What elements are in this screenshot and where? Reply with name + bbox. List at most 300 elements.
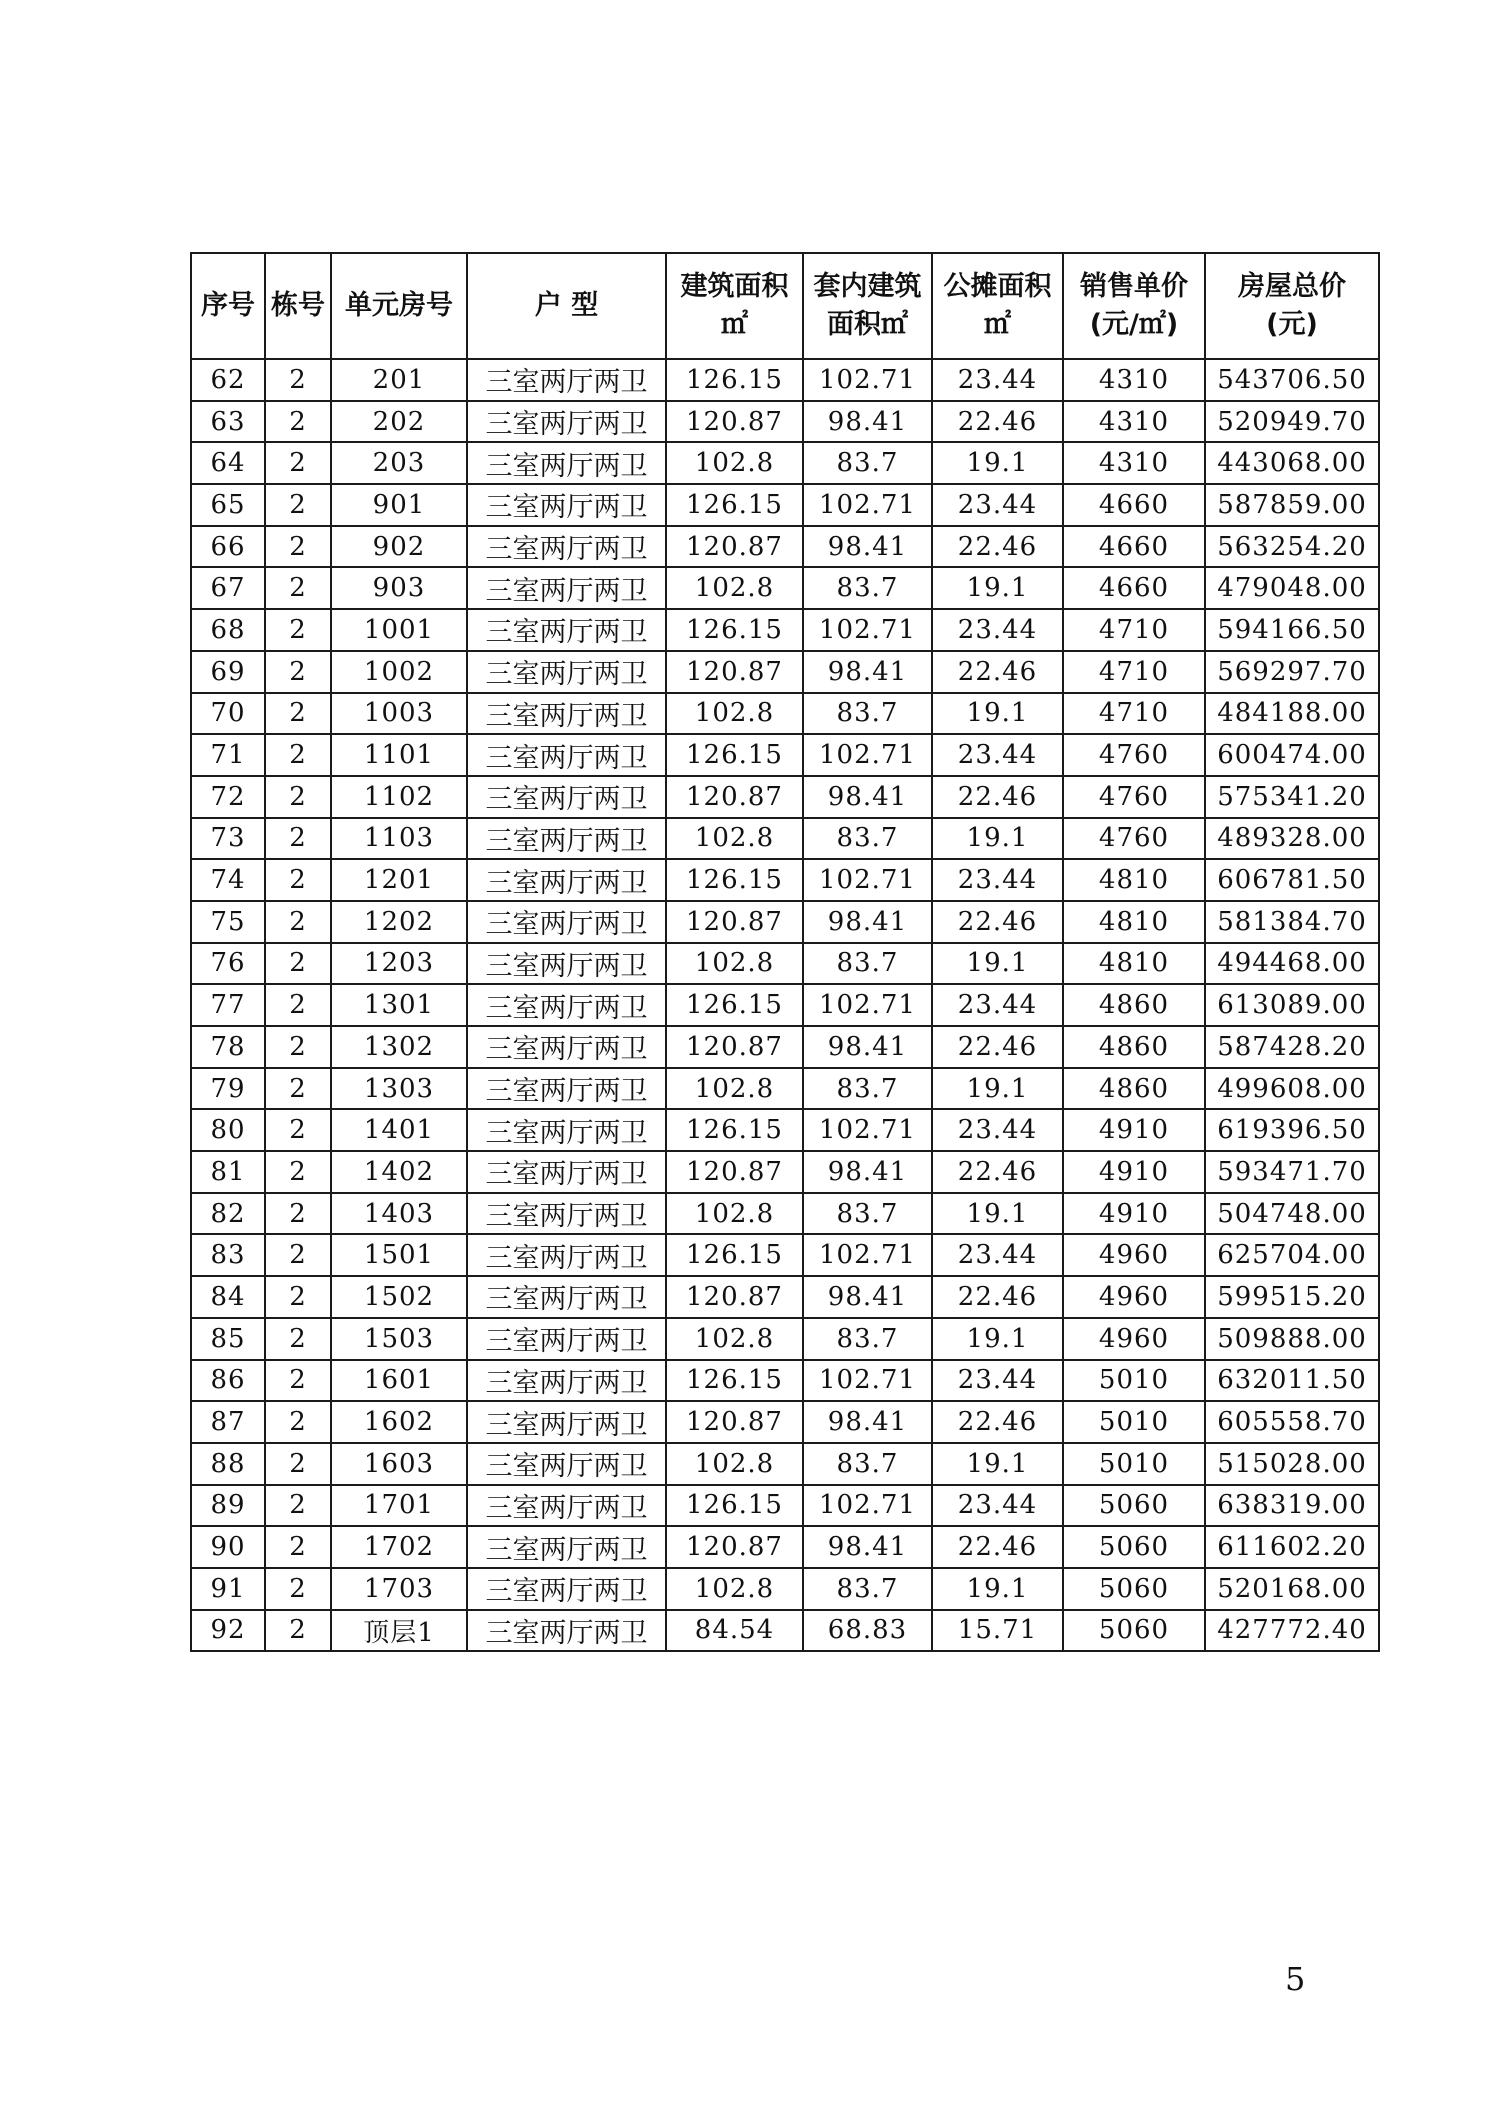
cell-unit-price: 4760 — [1063, 818, 1205, 860]
header-line1: 建筑面积 — [680, 271, 789, 302]
cell-gross-area: 120.87 — [666, 1276, 803, 1318]
cell-gross-area: 102.8 — [666, 1568, 803, 1610]
cell-unit-room: 1703 — [331, 1568, 467, 1610]
cell-shared-area: 19.1 — [932, 1443, 1063, 1485]
cell-total-price: 504748.00 — [1205, 1193, 1379, 1235]
cell-total-price: 484188.00 — [1205, 693, 1379, 735]
cell-unit-room: 1501 — [331, 1234, 467, 1276]
cell-total-price: 499608.00 — [1205, 1068, 1379, 1110]
cell-unit-room: 1102 — [331, 776, 467, 818]
cell-gross-area: 102.8 — [666, 943, 803, 985]
header-line1: 单元房号 — [345, 290, 453, 321]
header-line2: ㎡ — [721, 309, 748, 340]
cell-total-price: 619396.50 — [1205, 1109, 1379, 1151]
cell-gross-area: 120.87 — [666, 1401, 803, 1443]
header-gross-area — [666, 253, 803, 359]
cell-net-area: 83.7 — [803, 1193, 932, 1235]
cell-building: 2 — [265, 776, 331, 818]
cell-shared-area: 23.44 — [932, 1485, 1063, 1527]
cell-gross-area: 120.87 — [666, 901, 803, 943]
cell-net-area: 98.41 — [803, 1401, 932, 1443]
cell-gross-area: 126.15 — [666, 734, 803, 776]
cell-seq: 79 — [191, 1068, 265, 1110]
cell-gross-area: 126.15 — [666, 359, 803, 401]
cell-gross-area: 102.8 — [666, 693, 803, 735]
cell-shared-area: 22.46 — [932, 1401, 1063, 1443]
cell-layout: 三室两厅两卫 — [467, 1193, 666, 1235]
table-row — [191, 1276, 1379, 1318]
cell-building: 2 — [265, 484, 331, 526]
cell-net-area: 98.41 — [803, 1276, 932, 1318]
cell-unit-room: 1101 — [331, 734, 467, 776]
cell-gross-area: 102.8 — [666, 1193, 803, 1235]
cell-unit-room: 1203 — [331, 943, 467, 985]
cell-layout: 三室两厅两卫 — [467, 984, 666, 1026]
cell-unit-room: 1403 — [331, 1193, 467, 1235]
header-unit-price — [1063, 253, 1205, 359]
header-building — [265, 253, 331, 359]
cell-layout: 三室两厅两卫 — [467, 609, 666, 651]
cell-shared-area: 19.1 — [932, 442, 1063, 484]
cell-unit-room: 1201 — [331, 859, 467, 901]
cell-net-area: 102.71 — [803, 1109, 932, 1151]
cell-seq: 81 — [191, 1151, 265, 1193]
cell-gross-area: 102.8 — [666, 1443, 803, 1485]
cell-unit-price: 5060 — [1063, 1568, 1205, 1610]
cell-seq: 90 — [191, 1526, 265, 1568]
table-row — [191, 1360, 1379, 1402]
cell-shared-area: 22.46 — [932, 776, 1063, 818]
cell-layout: 三室两厅两卫 — [467, 818, 666, 860]
cell-shared-area: 22.46 — [932, 901, 1063, 943]
cell-building: 2 — [265, 1318, 331, 1360]
cell-unit-price: 5060 — [1063, 1526, 1205, 1568]
cell-net-area: 102.71 — [803, 609, 932, 651]
table-header — [191, 253, 1379, 359]
cell-building: 2 — [265, 1234, 331, 1276]
cell-building: 2 — [265, 1151, 331, 1193]
cell-seq: 67 — [191, 567, 265, 609]
cell-shared-area: 23.44 — [932, 734, 1063, 776]
cell-unit-room: 1001 — [331, 609, 467, 651]
table-row — [191, 1193, 1379, 1235]
cell-layout: 三室两厅两卫 — [467, 693, 666, 735]
cell-seq: 73 — [191, 818, 265, 860]
cell-net-area: 102.71 — [803, 984, 932, 1026]
cell-shared-area: 23.44 — [932, 984, 1063, 1026]
cell-total-price: 494468.00 — [1205, 943, 1379, 985]
cell-total-price: 600474.00 — [1205, 734, 1379, 776]
cell-seq: 75 — [191, 901, 265, 943]
cell-total-price: 606781.50 — [1205, 859, 1379, 901]
table-row — [191, 359, 1379, 401]
cell-gross-area: 126.15 — [666, 1234, 803, 1276]
cell-seq: 76 — [191, 943, 265, 985]
cell-layout: 三室两厅两卫 — [467, 1485, 666, 1527]
cell-unit-price: 4960 — [1063, 1276, 1205, 1318]
header-total-price — [1205, 253, 1379, 359]
cell-building: 2 — [265, 818, 331, 860]
cell-unit-price: 4860 — [1063, 1068, 1205, 1110]
table-row — [191, 901, 1379, 943]
header-line1: 套内建筑 — [813, 271, 922, 302]
cell-gross-area: 126.15 — [666, 859, 803, 901]
cell-gross-area: 120.87 — [666, 401, 803, 443]
cell-shared-area: 23.44 — [932, 484, 1063, 526]
table-row — [191, 651, 1379, 693]
cell-layout: 三室两厅两卫 — [467, 1318, 666, 1360]
header-line1: 房屋总价 — [1238, 271, 1346, 302]
table-row — [191, 526, 1379, 568]
cell-net-area: 98.41 — [803, 526, 932, 568]
cell-unit-price: 4310 — [1063, 359, 1205, 401]
cell-net-area: 83.7 — [803, 943, 932, 985]
cell-building: 2 — [265, 1526, 331, 1568]
cell-net-area: 102.71 — [803, 859, 932, 901]
table-row — [191, 1234, 1379, 1276]
cell-layout: 三室两厅两卫 — [467, 901, 666, 943]
header-line1: 序号 — [201, 290, 255, 321]
cell-shared-area: 22.46 — [932, 1026, 1063, 1068]
header-line2: (元/㎡) — [1089, 309, 1179, 340]
cell-building: 2 — [265, 1401, 331, 1443]
cell-layout: 三室两厅两卫 — [467, 1068, 666, 1110]
cell-total-price: 632011.50 — [1205, 1360, 1379, 1402]
cell-unit-room: 202 — [331, 401, 467, 443]
cell-gross-area: 126.15 — [666, 1485, 803, 1527]
cell-building: 2 — [265, 442, 331, 484]
table-body — [191, 359, 1379, 1651]
cell-unit-room: 顶层1 — [331, 1610, 467, 1652]
cell-unit-price: 5010 — [1063, 1360, 1205, 1402]
cell-unit-room: 1003 — [331, 693, 467, 735]
cell-shared-area: 19.1 — [932, 1568, 1063, 1610]
table-row — [191, 1068, 1379, 1110]
cell-building: 2 — [265, 651, 331, 693]
cell-gross-area: 126.15 — [666, 484, 803, 526]
cell-seq: 68 — [191, 609, 265, 651]
cell-building: 2 — [265, 734, 331, 776]
cell-unit-price: 5060 — [1063, 1610, 1205, 1652]
cell-unit-price: 4660 — [1063, 484, 1205, 526]
cell-unit-room: 203 — [331, 442, 467, 484]
cell-net-area: 83.7 — [803, 693, 932, 735]
cell-net-area: 102.71 — [803, 359, 932, 401]
cell-shared-area: 19.1 — [932, 693, 1063, 735]
cell-building: 2 — [265, 401, 331, 443]
cell-net-area: 102.71 — [803, 734, 932, 776]
header-line1: 户 型 — [534, 290, 599, 321]
cell-building: 2 — [265, 1193, 331, 1235]
cell-unit-price: 5060 — [1063, 1485, 1205, 1527]
cell-unit-price: 4710 — [1063, 693, 1205, 735]
cell-unit-price: 5010 — [1063, 1443, 1205, 1485]
cell-layout: 三室两厅两卫 — [467, 943, 666, 985]
cell-seq: 85 — [191, 1318, 265, 1360]
cell-total-price: 479048.00 — [1205, 567, 1379, 609]
cell-unit-room: 1701 — [331, 1485, 467, 1527]
table-row — [191, 1526, 1379, 1568]
cell-unit-room: 1702 — [331, 1526, 467, 1568]
cell-unit-room: 1603 — [331, 1443, 467, 1485]
table-row — [191, 734, 1379, 776]
cell-gross-area: 102.8 — [666, 1318, 803, 1360]
header-net-area — [803, 253, 932, 359]
cell-shared-area: 22.46 — [932, 1526, 1063, 1568]
cell-seq: 80 — [191, 1109, 265, 1151]
cell-net-area: 98.41 — [803, 776, 932, 818]
cell-net-area: 83.7 — [803, 1443, 932, 1485]
cell-shared-area: 19.1 — [932, 1193, 1063, 1235]
page-number: 5 — [1285, 1960, 1306, 1998]
cell-shared-area: 19.1 — [932, 567, 1063, 609]
cell-unit-room: 1302 — [331, 1026, 467, 1068]
cell-seq: 88 — [191, 1443, 265, 1485]
cell-shared-area: 23.44 — [932, 609, 1063, 651]
cell-shared-area: 19.1 — [932, 1318, 1063, 1360]
cell-building: 2 — [265, 693, 331, 735]
cell-seq: 69 — [191, 651, 265, 693]
cell-building: 2 — [265, 901, 331, 943]
cell-unit-room: 1002 — [331, 651, 467, 693]
table-row — [191, 401, 1379, 443]
cell-unit-room: 1402 — [331, 1151, 467, 1193]
table-row — [191, 693, 1379, 735]
cell-seq: 87 — [191, 1401, 265, 1443]
cell-layout: 三室两厅两卫 — [467, 567, 666, 609]
cell-total-price: 625704.00 — [1205, 1234, 1379, 1276]
cell-net-area: 83.7 — [803, 1068, 932, 1110]
table-row — [191, 567, 1379, 609]
cell-seq: 65 — [191, 484, 265, 526]
cell-net-area: 98.41 — [803, 651, 932, 693]
cell-gross-area: 102.8 — [666, 567, 803, 609]
cell-seq: 86 — [191, 1360, 265, 1402]
cell-unit-price: 4960 — [1063, 1318, 1205, 1360]
cell-shared-area: 19.1 — [932, 1068, 1063, 1110]
cell-net-area: 68.83 — [803, 1610, 932, 1652]
cell-seq: 74 — [191, 859, 265, 901]
cell-layout: 三室两厅两卫 — [467, 734, 666, 776]
cell-shared-area: 23.44 — [932, 1360, 1063, 1402]
header-line1: 销售单价 — [1080, 271, 1188, 302]
table-row — [191, 776, 1379, 818]
cell-net-area: 98.41 — [803, 1526, 932, 1568]
header-line1: 公摊面积 — [943, 271, 1052, 302]
cell-net-area: 98.41 — [803, 401, 932, 443]
cell-total-price: 443068.00 — [1205, 442, 1379, 484]
table-row — [191, 943, 1379, 985]
cell-shared-area: 22.46 — [932, 1276, 1063, 1318]
cell-layout: 三室两厅两卫 — [467, 359, 666, 401]
cell-total-price: 638319.00 — [1205, 1485, 1379, 1527]
cell-gross-area: 126.15 — [666, 609, 803, 651]
cell-net-area: 83.7 — [803, 818, 932, 860]
cell-building: 2 — [265, 943, 331, 985]
cell-net-area: 102.71 — [803, 484, 932, 526]
cell-layout: 三室两厅两卫 — [467, 651, 666, 693]
cell-shared-area: 23.44 — [932, 1109, 1063, 1151]
cell-seq: 83 — [191, 1234, 265, 1276]
cell-total-price: 594166.50 — [1205, 609, 1379, 651]
cell-unit-room: 1601 — [331, 1360, 467, 1402]
cell-layout: 三室两厅两卫 — [467, 859, 666, 901]
cell-unit-room: 1401 — [331, 1109, 467, 1151]
cell-unit-price: 4810 — [1063, 859, 1205, 901]
cell-total-price: 581384.70 — [1205, 901, 1379, 943]
cell-shared-area: 22.46 — [932, 401, 1063, 443]
cell-unit-price: 4660 — [1063, 567, 1205, 609]
cell-seq: 82 — [191, 1193, 265, 1235]
cell-building: 2 — [265, 1109, 331, 1151]
table-row — [191, 1610, 1379, 1652]
cell-layout: 三室两厅两卫 — [467, 442, 666, 484]
cell-gross-area: 120.87 — [666, 1526, 803, 1568]
cell-total-price: 427772.40 — [1205, 1610, 1379, 1652]
cell-gross-area: 126.15 — [666, 1360, 803, 1402]
cell-shared-area: 19.1 — [932, 943, 1063, 985]
table-row — [191, 1151, 1379, 1193]
cell-total-price: 605558.70 — [1205, 1401, 1379, 1443]
cell-building: 2 — [265, 1276, 331, 1318]
cell-seq: 72 — [191, 776, 265, 818]
header-unit-room — [331, 253, 467, 359]
header-line2: (元) — [1266, 309, 1318, 340]
table-row — [191, 1026, 1379, 1068]
cell-gross-area: 102.8 — [666, 818, 803, 860]
cell-unit-price: 4660 — [1063, 526, 1205, 568]
table-row — [191, 442, 1379, 484]
cell-unit-price: 5010 — [1063, 1401, 1205, 1443]
cell-net-area: 83.7 — [803, 1568, 932, 1610]
cell-seq: 63 — [191, 401, 265, 443]
cell-layout: 三室两厅两卫 — [467, 526, 666, 568]
cell-net-area: 98.41 — [803, 1151, 932, 1193]
cell-layout: 三室两厅两卫 — [467, 1568, 666, 1610]
table-row — [191, 609, 1379, 651]
cell-total-price: 520168.00 — [1205, 1568, 1379, 1610]
cell-building: 2 — [265, 1485, 331, 1527]
cell-unit-price: 4960 — [1063, 1234, 1205, 1276]
cell-layout: 三室两厅两卫 — [467, 1026, 666, 1068]
cell-layout: 三室两厅两卫 — [467, 1109, 666, 1151]
cell-gross-area: 84.54 — [666, 1610, 803, 1652]
cell-unit-room: 902 — [331, 526, 467, 568]
cell-unit-price: 4760 — [1063, 734, 1205, 776]
cell-unit-room: 1303 — [331, 1068, 467, 1110]
cell-total-price: 611602.20 — [1205, 1526, 1379, 1568]
cell-gross-area: 102.8 — [666, 1068, 803, 1110]
cell-gross-area: 102.8 — [666, 442, 803, 484]
cell-total-price: 575341.20 — [1205, 776, 1379, 818]
cell-unit-price: 4310 — [1063, 442, 1205, 484]
cell-shared-area: 22.46 — [932, 651, 1063, 693]
header-line1: 栋号 — [271, 290, 325, 321]
cell-building: 2 — [265, 1443, 331, 1485]
table-row — [191, 1109, 1379, 1151]
cell-total-price: 489328.00 — [1205, 818, 1379, 860]
cell-seq: 64 — [191, 442, 265, 484]
cell-building: 2 — [265, 984, 331, 1026]
cell-seq: 71 — [191, 734, 265, 776]
cell-unit-room: 903 — [331, 567, 467, 609]
cell-gross-area: 120.87 — [666, 651, 803, 693]
cell-unit-price: 4910 — [1063, 1109, 1205, 1151]
cell-seq: 89 — [191, 1485, 265, 1527]
cell-seq: 70 — [191, 693, 265, 735]
cell-layout: 三室两厅两卫 — [467, 1610, 666, 1652]
table-row — [191, 1443, 1379, 1485]
cell-shared-area: 23.44 — [932, 859, 1063, 901]
cell-unit-room: 1301 — [331, 984, 467, 1026]
cell-net-area: 83.7 — [803, 1318, 932, 1360]
cell-layout: 三室两厅两卫 — [467, 1401, 666, 1443]
cell-total-price: 509888.00 — [1205, 1318, 1379, 1360]
cell-unit-price: 4710 — [1063, 651, 1205, 693]
header-line2: 面积㎡ — [827, 309, 908, 340]
cell-layout: 三室两厅两卫 — [467, 484, 666, 526]
table-row — [191, 1401, 1379, 1443]
cell-seq: 78 — [191, 1026, 265, 1068]
cell-layout: 三室两厅两卫 — [467, 1526, 666, 1568]
cell-unit-room: 1502 — [331, 1276, 467, 1318]
cell-shared-area: 23.44 — [932, 359, 1063, 401]
cell-building: 2 — [265, 1068, 331, 1110]
cell-unit-price: 4710 — [1063, 609, 1205, 651]
cell-gross-area: 126.15 — [666, 984, 803, 1026]
cell-total-price: 599515.20 — [1205, 1276, 1379, 1318]
cell-unit-room: 1602 — [331, 1401, 467, 1443]
cell-gross-area: 120.87 — [666, 1151, 803, 1193]
cell-shared-area: 19.1 — [932, 818, 1063, 860]
cell-building: 2 — [265, 1360, 331, 1402]
header-layout — [467, 253, 666, 359]
cell-unit-room: 901 — [331, 484, 467, 526]
table-row — [191, 984, 1379, 1026]
cell-unit-room: 1103 — [331, 818, 467, 860]
cell-seq: 62 — [191, 359, 265, 401]
cell-unit-price: 4860 — [1063, 984, 1205, 1026]
table-row — [191, 1318, 1379, 1360]
cell-unit-price: 4310 — [1063, 401, 1205, 443]
cell-net-area: 102.71 — [803, 1485, 932, 1527]
cell-building: 2 — [265, 359, 331, 401]
cell-shared-area: 22.46 — [932, 526, 1063, 568]
cell-seq: 66 — [191, 526, 265, 568]
cell-building: 2 — [265, 1610, 331, 1652]
cell-unit-room: 201 — [331, 359, 467, 401]
cell-unit-price: 4810 — [1063, 943, 1205, 985]
cell-total-price: 520949.70 — [1205, 401, 1379, 443]
cell-unit-price: 4760 — [1063, 776, 1205, 818]
header-row — [191, 253, 1379, 359]
cell-net-area: 102.71 — [803, 1360, 932, 1402]
cell-layout: 三室两厅两卫 — [467, 1151, 666, 1193]
cell-total-price: 515028.00 — [1205, 1443, 1379, 1485]
cell-total-price: 587428.20 — [1205, 1026, 1379, 1068]
cell-net-area: 102.71 — [803, 1234, 932, 1276]
cell-layout: 三室两厅两卫 — [467, 776, 666, 818]
cell-net-area: 98.41 — [803, 1026, 932, 1068]
cell-total-price: 593471.70 — [1205, 1151, 1379, 1193]
cell-total-price: 543706.50 — [1205, 359, 1379, 401]
cell-building: 2 — [265, 609, 331, 651]
cell-gross-area: 120.87 — [666, 776, 803, 818]
cell-unit-price: 4910 — [1063, 1151, 1205, 1193]
cell-building: 2 — [265, 859, 331, 901]
cell-layout: 三室两厅两卫 — [467, 1276, 666, 1318]
cell-gross-area: 126.15 — [666, 1109, 803, 1151]
